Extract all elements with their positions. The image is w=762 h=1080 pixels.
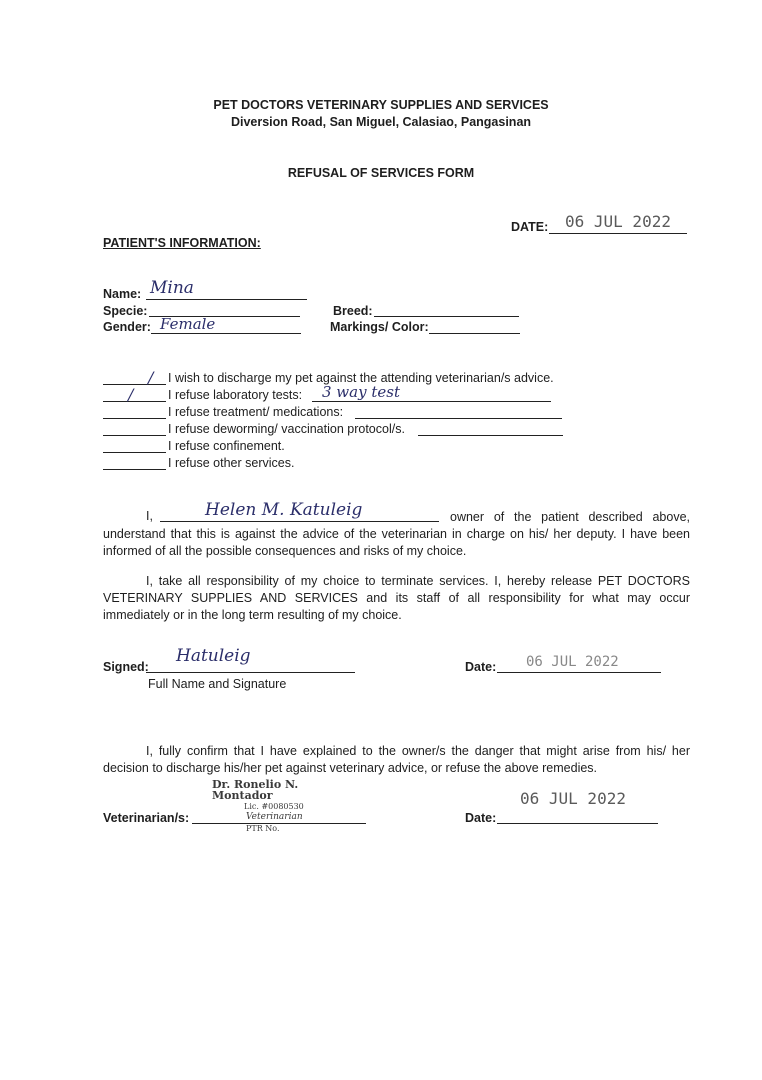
check-line-6	[103, 469, 166, 470]
refusal-item-lab-tests: I refuse laboratory tests:	[168, 388, 303, 402]
company-address: Diversion Road, San Miguel, Calasiao, Pangasinan	[230, 115, 532, 129]
breed-label: Breed:	[333, 304, 373, 318]
check-line-4	[103, 435, 166, 436]
check-mark-2: /	[128, 385, 134, 404]
owner-date-label: Date:	[465, 660, 497, 674]
veterinarian-stamp	[212, 779, 362, 834]
vet-date-label: Date:	[465, 811, 497, 825]
date-label: DATE:	[511, 220, 549, 234]
check-line-2	[103, 401, 166, 402]
check-line-1	[103, 384, 166, 385]
name-value: Mina	[150, 278, 194, 298]
veterinarian-label: Veterinarian/s:	[103, 811, 190, 825]
gender-value: Female	[160, 315, 216, 333]
refusal-item-confinement: I refuse confinement.	[168, 439, 285, 453]
vet-date-value: 06 JUL 2022	[520, 789, 626, 808]
owner-name: Helen M. Katuleig	[205, 500, 363, 520]
signed-label: Signed:	[103, 660, 149, 674]
confirmation-text: I, fully confirm that I have explained to the owner/s the danger that might arise from his/ her decision to discharge his/her pet against veterinary advice, or refuse the above remedies.	[103, 744, 690, 775]
stamp-title: Veterinarian	[246, 812, 303, 822]
date-underline	[549, 233, 687, 234]
date-value: 06 JUL 2022	[565, 212, 671, 231]
statement-prefix: I,	[146, 509, 153, 523]
owner-signature: Hatuleig	[176, 646, 251, 666]
signature-caption: Full Name and Signature	[148, 677, 287, 691]
owner-date-underline	[497, 672, 661, 673]
refusal-item-deworming: I refuse deworming/ vaccination protocol/s.	[168, 422, 405, 436]
company-name: PET DOCTORS VETERINARY SUPPLIES AND SERVICES	[213, 98, 549, 112]
check-mark-1: /	[148, 368, 154, 387]
name-underline	[146, 299, 307, 300]
form-title: REFUSAL OF SERVICES FORM	[287, 166, 475, 180]
breed-underline	[374, 316, 519, 317]
lab-tests-underline	[312, 401, 551, 402]
responsibility-text: I, take all responsibility of my choice to terminate services. I, hereby release PET DOCTORS VETERINARY SUPPLIES AND SERVICES and its staff of all responsibility for what may occur immediately or in the long term resulting of my choice.	[103, 574, 690, 622]
specie-label: Specie:	[103, 304, 148, 318]
name-label: Name:	[103, 287, 142, 301]
patient-info-heading: PATIENT'S INFORMATION:	[103, 236, 261, 250]
stamp-name: Dr. Ronelio N. Montador	[212, 778, 299, 802]
check-line-5	[103, 452, 166, 453]
check-line-3	[103, 418, 166, 419]
refusal-item-discharge: I wish to discharge my pet against the attending veterinarian/s advice.	[168, 371, 554, 385]
refusal-item-treatment: I refuse treatment/ medications:	[168, 405, 344, 419]
vet-date-underline	[497, 823, 658, 824]
signature-underline	[146, 672, 355, 673]
stamp-ptr: PTR No.	[246, 824, 280, 833]
markings-underline	[429, 333, 520, 334]
markings-label: Markings/ Color:	[330, 320, 429, 334]
gender-underline	[151, 333, 301, 334]
owner-date-value: 06 JUL 2022	[526, 654, 619, 670]
statement-text: owner of the patient described above, understand that this is against the advice of the veterinarian in charge on his/ her deputy. I have been informed of all the possible consequences and risks of my choice.	[103, 510, 690, 558]
refusal-item-other: I refuse other services.	[168, 456, 295, 470]
treatment-underline	[355, 418, 562, 419]
stamp-license: Lic. #0080530	[244, 802, 304, 811]
lab-tests-detail: 3 way test	[322, 383, 400, 401]
deworming-underline	[418, 435, 563, 436]
gender-label: Gender:	[103, 320, 151, 334]
